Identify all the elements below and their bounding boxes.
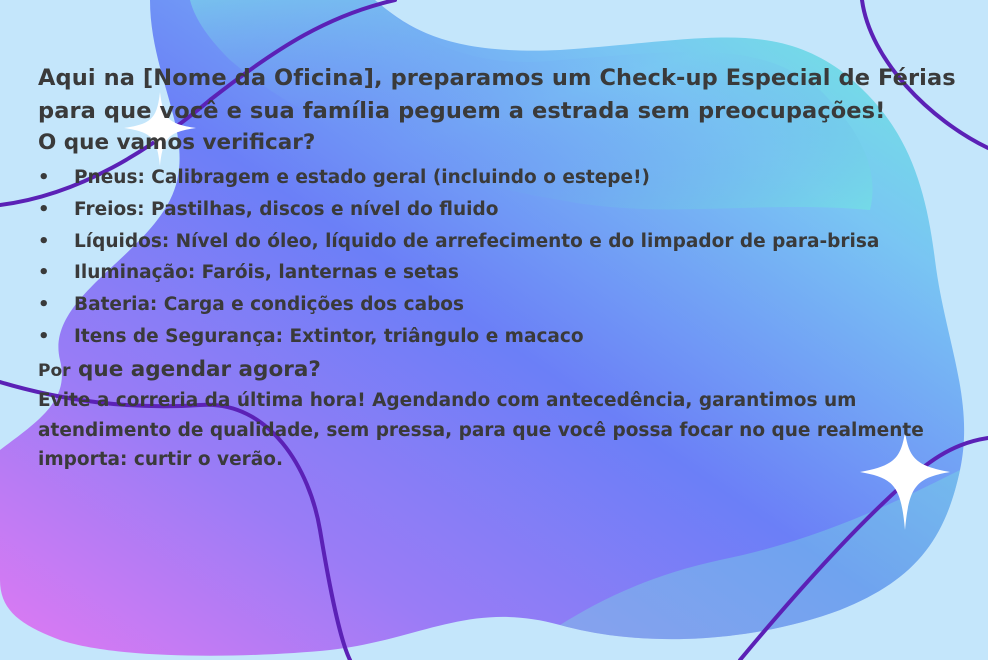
bullet-icon: • xyxy=(38,326,50,347)
bullet-icon: • xyxy=(38,167,50,188)
list-item xyxy=(38,257,944,289)
list-item xyxy=(38,162,944,194)
intro-text: Aqui na [Nome da Oficina], preparamos um Check-up Especial de Férias para que você e sua família peguem a estrada sem preocupações! xyxy=(38,65,956,124)
bullet-icon: • xyxy=(38,294,50,315)
bullet-icon: • xyxy=(38,231,50,252)
bullet-icon: • xyxy=(38,199,50,220)
bullet-icon: • xyxy=(38,262,50,283)
list-item xyxy=(38,321,944,353)
list-item-text: Líquidos: Nível do óleo, líquido de arrefecimento e do limpador de para-brisa xyxy=(74,231,880,252)
list-item-text: Freios: Pastilhas, discos e nível do fluido xyxy=(74,199,499,220)
list-item xyxy=(38,289,944,321)
list-item-text: Bateria: Carga e condições dos cabos xyxy=(74,294,465,315)
list-item-text: Iluminação: Faróis, lanternas e setas xyxy=(74,262,459,283)
checklist-heading: O que vamos verificar? xyxy=(38,130,316,155)
flyer-content xyxy=(38,62,968,475)
checklist xyxy=(38,162,968,353)
list-item-text: Pneus: Calibragem e estado geral (incluindo o estepe!) xyxy=(74,167,650,188)
list-item-text: Itens de Segurança: Extintor, triângulo e macaco xyxy=(74,326,584,347)
why-heading-prefix: Por xyxy=(38,361,71,381)
why-heading-rest: que agendar agora? xyxy=(70,357,321,382)
list-item xyxy=(38,194,944,226)
why-heading xyxy=(38,355,968,386)
list-item xyxy=(38,226,944,257)
why-paragraph: Evite a correria da última hora! Agendando com antecedência, garantimos um atendimento de qualidade, sem pressa, para que você possa focar no que realmente importa: curtir o verão. xyxy=(38,390,924,470)
